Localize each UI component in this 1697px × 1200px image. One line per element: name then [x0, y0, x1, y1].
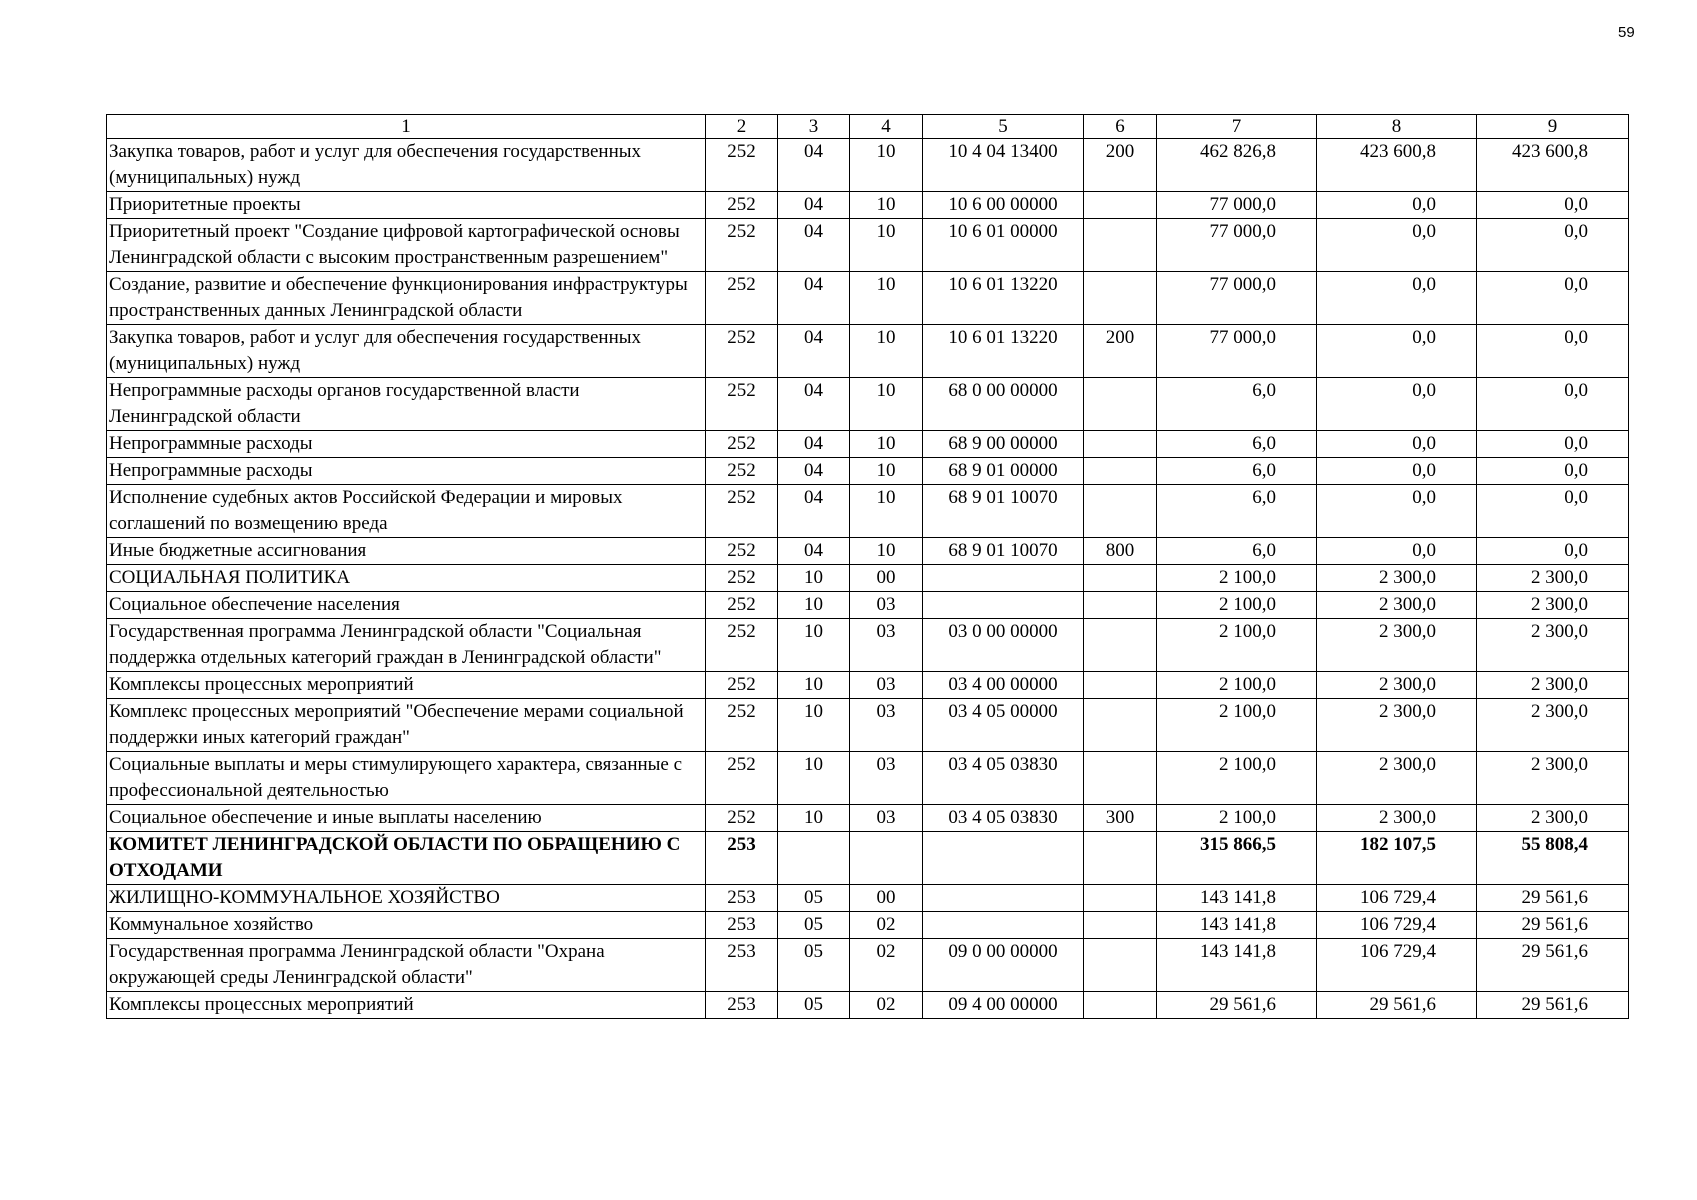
amount-col9-cell: 0,0 — [1477, 485, 1629, 538]
column-header: 7 — [1157, 115, 1317, 139]
item-name-cell: Государственная программа Ленинградской области "Социальная поддержка отдельных категорий граждан в Ленинградской области" — [107, 619, 706, 672]
amount-col9-cell: 2 300,0 — [1477, 752, 1629, 805]
ministry-code-cell: 252 — [706, 485, 778, 538]
table-row — [107, 672, 1629, 699]
table-row — [107, 485, 1629, 538]
section-code-cell: 04 — [778, 192, 850, 219]
item-name-cell: Закупка товаров, работ и услуг для обеспечения государственных (муниципальных) нужд — [107, 325, 706, 378]
amount-col9-cell: 2 300,0 — [1477, 619, 1629, 672]
section-code-cell: 04 — [778, 272, 850, 325]
subsection-code-cell: 03 — [850, 752, 923, 805]
ministry-code-cell: 253 — [706, 912, 778, 939]
ministry-code-cell: 252 — [706, 192, 778, 219]
expense-type-cell — [1084, 832, 1157, 885]
amount-col9-cell: 0,0 — [1477, 431, 1629, 458]
target-article-cell: 68 9 01 10070 — [923, 538, 1084, 565]
amount-col9-cell: 2 300,0 — [1477, 592, 1629, 619]
amount-col8-cell: 0,0 — [1317, 458, 1477, 485]
table-row — [107, 538, 1629, 565]
column-header: 2 — [706, 115, 778, 139]
amount-col7-cell: 6,0 — [1157, 431, 1317, 458]
expense-type-cell — [1084, 885, 1157, 912]
amount-col9-cell: 0,0 — [1477, 538, 1629, 565]
item-name-cell: Комплексы процессных мероприятий — [107, 992, 706, 1019]
item-name-cell: Приоритетный проект "Создание цифровой картографической основы Ленинградской области с высоким пространственным разрешением" — [107, 219, 706, 272]
item-name-cell: Комплекс процессных мероприятий "Обеспечение мерами социальной поддержки иных категорий граждан" — [107, 699, 706, 752]
amount-col7-cell: 2 100,0 — [1157, 752, 1317, 805]
subsection-code-cell: 02 — [850, 912, 923, 939]
amount-col7-cell: 6,0 — [1157, 378, 1317, 431]
expense-type-cell — [1084, 458, 1157, 485]
ministry-code-cell: 252 — [706, 219, 778, 272]
expense-type-cell: 800 — [1084, 538, 1157, 565]
table-row — [107, 272, 1629, 325]
table-row — [107, 325, 1629, 378]
section-code-cell: 04 — [778, 378, 850, 431]
section-code-cell: 04 — [778, 458, 850, 485]
expense-type-cell — [1084, 272, 1157, 325]
section-code-cell: 04 — [778, 485, 850, 538]
amount-col7-cell: 143 141,8 — [1157, 939, 1317, 992]
target-article-cell: 10 6 01 13220 — [923, 325, 1084, 378]
expense-type-cell — [1084, 992, 1157, 1019]
expense-type-cell: 300 — [1084, 805, 1157, 832]
table-row — [107, 992, 1629, 1019]
subsection-code-cell: 10 — [850, 458, 923, 485]
amount-col8-cell: 106 729,4 — [1317, 885, 1477, 912]
amount-col8-cell: 423 600,8 — [1317, 139, 1477, 192]
expense-type-cell — [1084, 752, 1157, 805]
amount-col9-cell: 29 561,6 — [1477, 939, 1629, 992]
amount-col7-cell: 6,0 — [1157, 485, 1317, 538]
section-code-cell: 04 — [778, 538, 850, 565]
table-row — [107, 885, 1629, 912]
subsection-code-cell: 02 — [850, 992, 923, 1019]
subsection-code-cell — [850, 832, 923, 885]
target-article-cell: 10 6 01 00000 — [923, 219, 1084, 272]
item-name-cell: Непрограммные расходы — [107, 458, 706, 485]
ministry-code-cell: 253 — [706, 992, 778, 1019]
subsection-code-cell: 03 — [850, 592, 923, 619]
section-code-cell: 05 — [778, 912, 850, 939]
expense-type-cell: 200 — [1084, 325, 1157, 378]
amount-col7-cell: 143 141,8 — [1157, 885, 1317, 912]
budget-table — [106, 114, 1629, 1019]
table-row — [107, 592, 1629, 619]
subsection-code-cell: 10 — [850, 431, 923, 458]
target-article-cell: 10 4 04 13400 — [923, 139, 1084, 192]
item-name-cell: Комплексы процессных мероприятий — [107, 672, 706, 699]
ministry-code-cell: 252 — [706, 458, 778, 485]
amount-col8-cell: 182 107,5 — [1317, 832, 1477, 885]
subsection-code-cell: 10 — [850, 378, 923, 431]
section-code-cell: 04 — [778, 325, 850, 378]
amount-col7-cell: 77 000,0 — [1157, 325, 1317, 378]
amount-col8-cell: 2 300,0 — [1317, 752, 1477, 805]
ministry-code-cell: 252 — [706, 565, 778, 592]
amount-col8-cell: 0,0 — [1317, 538, 1477, 565]
amount-col9-cell: 0,0 — [1477, 325, 1629, 378]
amount-col7-cell: 315 866,5 — [1157, 832, 1317, 885]
amount-col8-cell: 2 300,0 — [1317, 592, 1477, 619]
subsection-code-cell: 10 — [850, 272, 923, 325]
column-header: 9 — [1477, 115, 1629, 139]
subsection-code-cell: 10 — [850, 325, 923, 378]
amount-col8-cell: 2 300,0 — [1317, 699, 1477, 752]
expense-type-cell — [1084, 592, 1157, 619]
item-name-cell: ЖИЛИЩНО-КОММУНАЛЬНОЕ ХОЗЯЙСТВО — [107, 885, 706, 912]
target-article-cell: 09 4 00 00000 — [923, 992, 1084, 1019]
section-code-cell: 05 — [778, 992, 850, 1019]
amount-col8-cell: 0,0 — [1317, 272, 1477, 325]
target-article-cell: 68 9 01 00000 — [923, 458, 1084, 485]
amount-col9-cell: 2 300,0 — [1477, 672, 1629, 699]
amount-col8-cell: 2 300,0 — [1317, 565, 1477, 592]
table-row — [107, 912, 1629, 939]
table-row — [107, 458, 1629, 485]
amount-col7-cell: 2 100,0 — [1157, 619, 1317, 672]
ministry-code-cell: 252 — [706, 672, 778, 699]
amount-col9-cell: 55 808,4 — [1477, 832, 1629, 885]
expense-type-cell — [1084, 939, 1157, 992]
target-article-cell: 09 0 00 00000 — [923, 939, 1084, 992]
table-row — [107, 139, 1629, 192]
amount-col7-cell: 6,0 — [1157, 458, 1317, 485]
subsection-code-cell: 03 — [850, 699, 923, 752]
table-row — [107, 219, 1629, 272]
amount-col9-cell: 2 300,0 — [1477, 699, 1629, 752]
section-code-cell: 04 — [778, 139, 850, 192]
target-article-cell: 10 6 01 13220 — [923, 272, 1084, 325]
target-article-cell: 03 4 05 00000 — [923, 699, 1084, 752]
amount-col9-cell: 0,0 — [1477, 458, 1629, 485]
expense-type-cell: 200 — [1084, 139, 1157, 192]
ministry-code-cell: 252 — [706, 272, 778, 325]
column-header: 1 — [107, 115, 706, 139]
target-article-cell — [923, 832, 1084, 885]
item-name-cell: Социальные выплаты и меры стимулирующего характера, связанные с профессиональной деятельностью — [107, 752, 706, 805]
expense-type-cell — [1084, 699, 1157, 752]
item-name-cell: Приоритетные проекты — [107, 192, 706, 219]
table-row — [107, 431, 1629, 458]
target-article-cell: 03 0 00 00000 — [923, 619, 1084, 672]
subsection-code-cell: 10 — [850, 192, 923, 219]
amount-col8-cell: 0,0 — [1317, 219, 1477, 272]
subsection-code-cell: 02 — [850, 939, 923, 992]
item-name-cell: Исполнение судебных актов Российской Федерации и мировых соглашений по возмещению вреда — [107, 485, 706, 538]
amount-col7-cell: 29 561,6 — [1157, 992, 1317, 1019]
amount-col8-cell: 0,0 — [1317, 431, 1477, 458]
section-code-cell: 10 — [778, 672, 850, 699]
page-number: 59 — [1618, 24, 1635, 41]
target-article-cell — [923, 885, 1084, 912]
subsection-code-cell: 03 — [850, 805, 923, 832]
expense-type-cell — [1084, 378, 1157, 431]
amount-col9-cell: 0,0 — [1477, 378, 1629, 431]
subsection-code-cell: 03 — [850, 619, 923, 672]
amount-col7-cell: 77 000,0 — [1157, 192, 1317, 219]
amount-col8-cell: 2 300,0 — [1317, 619, 1477, 672]
column-header: 6 — [1084, 115, 1157, 139]
subsection-code-cell: 00 — [850, 565, 923, 592]
expense-type-cell — [1084, 672, 1157, 699]
ministry-code-cell: 252 — [706, 378, 778, 431]
column-header: 4 — [850, 115, 923, 139]
target-article-cell: 68 9 00 00000 — [923, 431, 1084, 458]
ministry-code-cell: 252 — [706, 699, 778, 752]
item-name-cell: Государственная программа Ленинградской области "Охрана окружающей среды Ленинградской области" — [107, 939, 706, 992]
ministry-code-cell: 252 — [706, 619, 778, 672]
amount-col9-cell: 29 561,6 — [1477, 912, 1629, 939]
expense-type-cell — [1084, 912, 1157, 939]
item-name-cell: Создание, развитие и обеспечение функционирования инфраструктуры пространственных данных Ленинградской области — [107, 272, 706, 325]
amount-col8-cell: 29 561,6 — [1317, 992, 1477, 1019]
item-name-cell: Коммунальное хозяйство — [107, 912, 706, 939]
target-article-cell — [923, 565, 1084, 592]
table-row — [107, 619, 1629, 672]
ministry-code-cell: 252 — [706, 431, 778, 458]
target-article-cell: 10 6 00 00000 — [923, 192, 1084, 219]
section-code-cell: 05 — [778, 939, 850, 992]
section-code-cell: 04 — [778, 219, 850, 272]
amount-col7-cell: 6,0 — [1157, 538, 1317, 565]
amount-col7-cell: 2 100,0 — [1157, 565, 1317, 592]
table-row — [107, 378, 1629, 431]
amount-col8-cell: 0,0 — [1317, 378, 1477, 431]
ministry-code-cell: 253 — [706, 939, 778, 992]
amount-col9-cell: 0,0 — [1477, 219, 1629, 272]
ministry-code-cell: 252 — [706, 139, 778, 192]
table-row — [107, 699, 1629, 752]
subsection-code-cell: 10 — [850, 538, 923, 565]
subsection-code-cell: 10 — [850, 139, 923, 192]
amount-col7-cell: 143 141,8 — [1157, 912, 1317, 939]
item-name-cell: Непрограммные расходы органов государственной власти Ленинградской области — [107, 378, 706, 431]
table-row — [107, 805, 1629, 832]
amount-col9-cell: 423 600,8 — [1477, 139, 1629, 192]
amount-col7-cell: 462 826,8 — [1157, 139, 1317, 192]
target-article-cell: 03 4 05 03830 — [923, 752, 1084, 805]
section-code-cell: 10 — [778, 565, 850, 592]
target-article-cell: 03 4 00 00000 — [923, 672, 1084, 699]
amount-col7-cell: 77 000,0 — [1157, 272, 1317, 325]
subsection-code-cell: 10 — [850, 485, 923, 538]
amount-col9-cell: 0,0 — [1477, 272, 1629, 325]
target-article-cell — [923, 912, 1084, 939]
amount-col8-cell: 106 729,4 — [1317, 912, 1477, 939]
item-name-cell: Социальное обеспечение и иные выплаты населению — [107, 805, 706, 832]
amount-col7-cell: 2 100,0 — [1157, 592, 1317, 619]
amount-col9-cell: 2 300,0 — [1477, 565, 1629, 592]
amount-col9-cell: 29 561,6 — [1477, 885, 1629, 912]
amount-col8-cell: 0,0 — [1317, 192, 1477, 219]
column-header: 3 — [778, 115, 850, 139]
amount-col8-cell: 106 729,4 — [1317, 939, 1477, 992]
target-article-cell: 03 4 05 03830 — [923, 805, 1084, 832]
subsection-code-cell: 10 — [850, 219, 923, 272]
amount-col7-cell: 77 000,0 — [1157, 219, 1317, 272]
item-name-cell: Непрограммные расходы — [107, 431, 706, 458]
amount-col8-cell: 0,0 — [1317, 325, 1477, 378]
target-article-cell — [923, 592, 1084, 619]
amount-col8-cell: 2 300,0 — [1317, 805, 1477, 832]
amount-col9-cell: 0,0 — [1477, 192, 1629, 219]
section-code-cell: 10 — [778, 805, 850, 832]
expense-type-cell — [1084, 565, 1157, 592]
section-code-cell: 05 — [778, 885, 850, 912]
target-article-cell: 68 0 00 00000 — [923, 378, 1084, 431]
column-header: 5 — [923, 115, 1084, 139]
item-name-cell: СОЦИАЛЬНАЯ ПОЛИТИКА — [107, 565, 706, 592]
column-number-row — [107, 115, 1629, 139]
subsection-code-cell: 00 — [850, 885, 923, 912]
amount-col9-cell: 2 300,0 — [1477, 805, 1629, 832]
item-name-cell: Социальное обеспечение населения — [107, 592, 706, 619]
target-article-cell: 68 9 01 10070 — [923, 485, 1084, 538]
subsection-code-cell: 03 — [850, 672, 923, 699]
table-row — [107, 752, 1629, 805]
section-code-cell: 04 — [778, 431, 850, 458]
item-name-cell: Иные бюджетные ассигнования — [107, 538, 706, 565]
table-body — [107, 139, 1629, 1019]
section-code-cell: 10 — [778, 619, 850, 672]
ministry-code-cell: 252 — [706, 805, 778, 832]
amount-col8-cell: 0,0 — [1317, 485, 1477, 538]
ministry-code-cell: 252 — [706, 325, 778, 378]
amount-col9-cell: 29 561,6 — [1477, 992, 1629, 1019]
ministry-code-cell: 252 — [706, 752, 778, 805]
amount-col7-cell: 2 100,0 — [1157, 699, 1317, 752]
expense-type-cell — [1084, 192, 1157, 219]
expense-type-cell — [1084, 219, 1157, 272]
column-header: 8 — [1317, 115, 1477, 139]
table-row — [107, 192, 1629, 219]
section-code-cell: 10 — [778, 699, 850, 752]
item-name-cell: Закупка товаров, работ и услуг для обеспечения государственных (муниципальных) нужд — [107, 139, 706, 192]
expense-type-cell — [1084, 431, 1157, 458]
item-name-cell: КОМИТЕТ ЛЕНИНГРАДСКОЙ ОБЛАСТИ ПО ОБРАЩЕНИЮ С ОТХОДАМИ — [107, 832, 706, 885]
amount-col7-cell: 2 100,0 — [1157, 805, 1317, 832]
table-row — [107, 832, 1629, 885]
ministry-code-cell: 252 — [706, 538, 778, 565]
amount-col8-cell: 2 300,0 — [1317, 672, 1477, 699]
section-code-cell: 10 — [778, 592, 850, 619]
ministry-code-cell: 253 — [706, 885, 778, 912]
table-row — [107, 939, 1629, 992]
expense-type-cell — [1084, 485, 1157, 538]
amount-col7-cell: 2 100,0 — [1157, 672, 1317, 699]
section-code-cell — [778, 832, 850, 885]
section-code-cell: 10 — [778, 752, 850, 805]
expense-type-cell — [1084, 619, 1157, 672]
ministry-code-cell: 253 — [706, 832, 778, 885]
ministry-code-cell: 252 — [706, 592, 778, 619]
table-row — [107, 565, 1629, 592]
